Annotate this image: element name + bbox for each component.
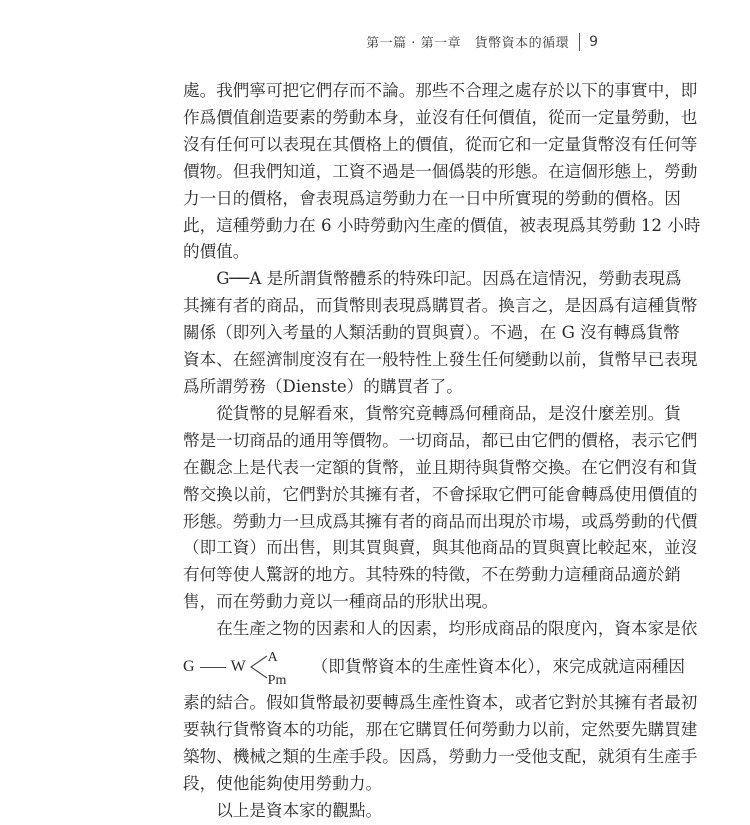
chapter-title: 第一篇 · 第一章 貨幣資本的循環 <box>366 36 570 51</box>
branch-bracket-icon <box>248 647 270 687</box>
text-line: 爲所謂勞務（Dienste）的購買者了。 <box>183 376 463 396</box>
text-line: 此，這種勞動力在 6 小時勞動內生產的價值，被表現爲其勞動 12 小時 <box>183 215 701 235</box>
text-line: 段，使他能夠使用勞動力。 <box>183 773 383 793</box>
text-line: 其擁有者的商品，而貨幣則表現爲購買者。換言之，是因爲有這種貨幣 <box>183 296 698 316</box>
text-line: 關係（即列入考量的人類活動的買與賣）。不過，在 G 沒有轉爲貨幣 <box>183 323 680 343</box>
circuit-formula <box>183 647 306 687</box>
text-line: 形態。勞動力一旦成爲其擁有者的商品而出現於市場，或爲勞動的代價 <box>183 511 698 531</box>
formula-branch <box>248 647 306 687</box>
text-line: 在生產之物的因素和人的因素，均形成商品的限度內，資本家是依 <box>216 619 698 639</box>
paragraph-1 <box>183 78 701 266</box>
text-line: 築物、機械之類的生產手段。因爲，勞動力一受他支配，就須有生產手 <box>183 746 698 766</box>
text-line: （即工資）而出售，則其買與賣，與其他商品的買與賣比較起來，並沒 <box>183 538 698 558</box>
text-line: 素的結合。假如貨幣最初要轉爲生產性資本，或者它對於其擁有者最初 <box>183 693 698 713</box>
formula-w: W <box>230 657 246 675</box>
paragraph-2 <box>183 266 698 401</box>
text-line: 價物。但我們知道，工資不過是一個僞裝的形態。在這個形態上，勞動 <box>183 161 698 181</box>
formula-line <box>183 647 686 689</box>
formula-dash <box>200 667 226 668</box>
closing-line: 以上是資本家的觀點。 <box>216 800 383 820</box>
text-line: 作爲價值創造要素的勞動本身，並沒有任何價值，從而一定量勞動，也 <box>183 107 698 127</box>
page-number: 9 <box>589 33 598 50</box>
text-line: 要執行貨幣資本的功能，那在它購買任何勞動力以前，定然要先購買建 <box>183 719 698 739</box>
header-divider <box>579 33 580 51</box>
text-line: 資本、在經濟制度沒有在一般特性上發生任何變動以前，貨幣早已表現 <box>183 350 698 370</box>
text-line: G──A 是所謂貨幣體系的特殊印記。因爲在這情況，勞動表現爲 <box>216 269 682 289</box>
paragraph-3 <box>183 401 698 616</box>
text-line: 沒有任何可以表現在其價格上的價值，從而它和一定量貨幣沒有任何等 <box>183 134 698 154</box>
text-line: 幣交換以前，它們對於其擁有者，不會採取它們可能會轉爲使用價值的 <box>183 484 698 504</box>
text-line: 在觀念上是代表一定額的貨幣，並且期待與貨幣交換。在它們沒有和貨 <box>183 457 698 477</box>
paragraph-4 <box>183 616 698 798</box>
formula-branch-bottom: Pm <box>267 673 287 689</box>
formula-branch-top: A <box>267 650 278 666</box>
text-line: 力一日的價格，會表現爲這勞動力在一日中所實現的勞動的價格。因 <box>183 188 681 208</box>
text-line: 從貨幣的見解看來，貨幣究竟轉爲何種商品，是沒什麼差別。貨 <box>216 403 681 423</box>
formula-g: G <box>183 657 195 675</box>
text-line: 售，而在勞動力竟以一種商品的形狀出現。 <box>183 592 499 612</box>
running-header <box>366 32 598 51</box>
formula-trailing-text: （即貨幣資本的生產性資本化），來完成就這兩種因 <box>311 656 686 676</box>
text-line: 有何等使人驚訝的地方。其特殊的特徵，不在勞動力這種商品適於銷 <box>183 565 681 585</box>
body-text <box>183 78 701 825</box>
text-line: 幣是一切商品的通用等價物。一切商品，都已由它們的價格，表示它們 <box>183 430 698 450</box>
text-line: 處。我們寧可把它們存而不論。那些不合理之處存於以下的事實中，即 <box>183 81 698 100</box>
paragraph-5 <box>183 798 587 825</box>
text-line: 的價值。 <box>183 242 250 262</box>
